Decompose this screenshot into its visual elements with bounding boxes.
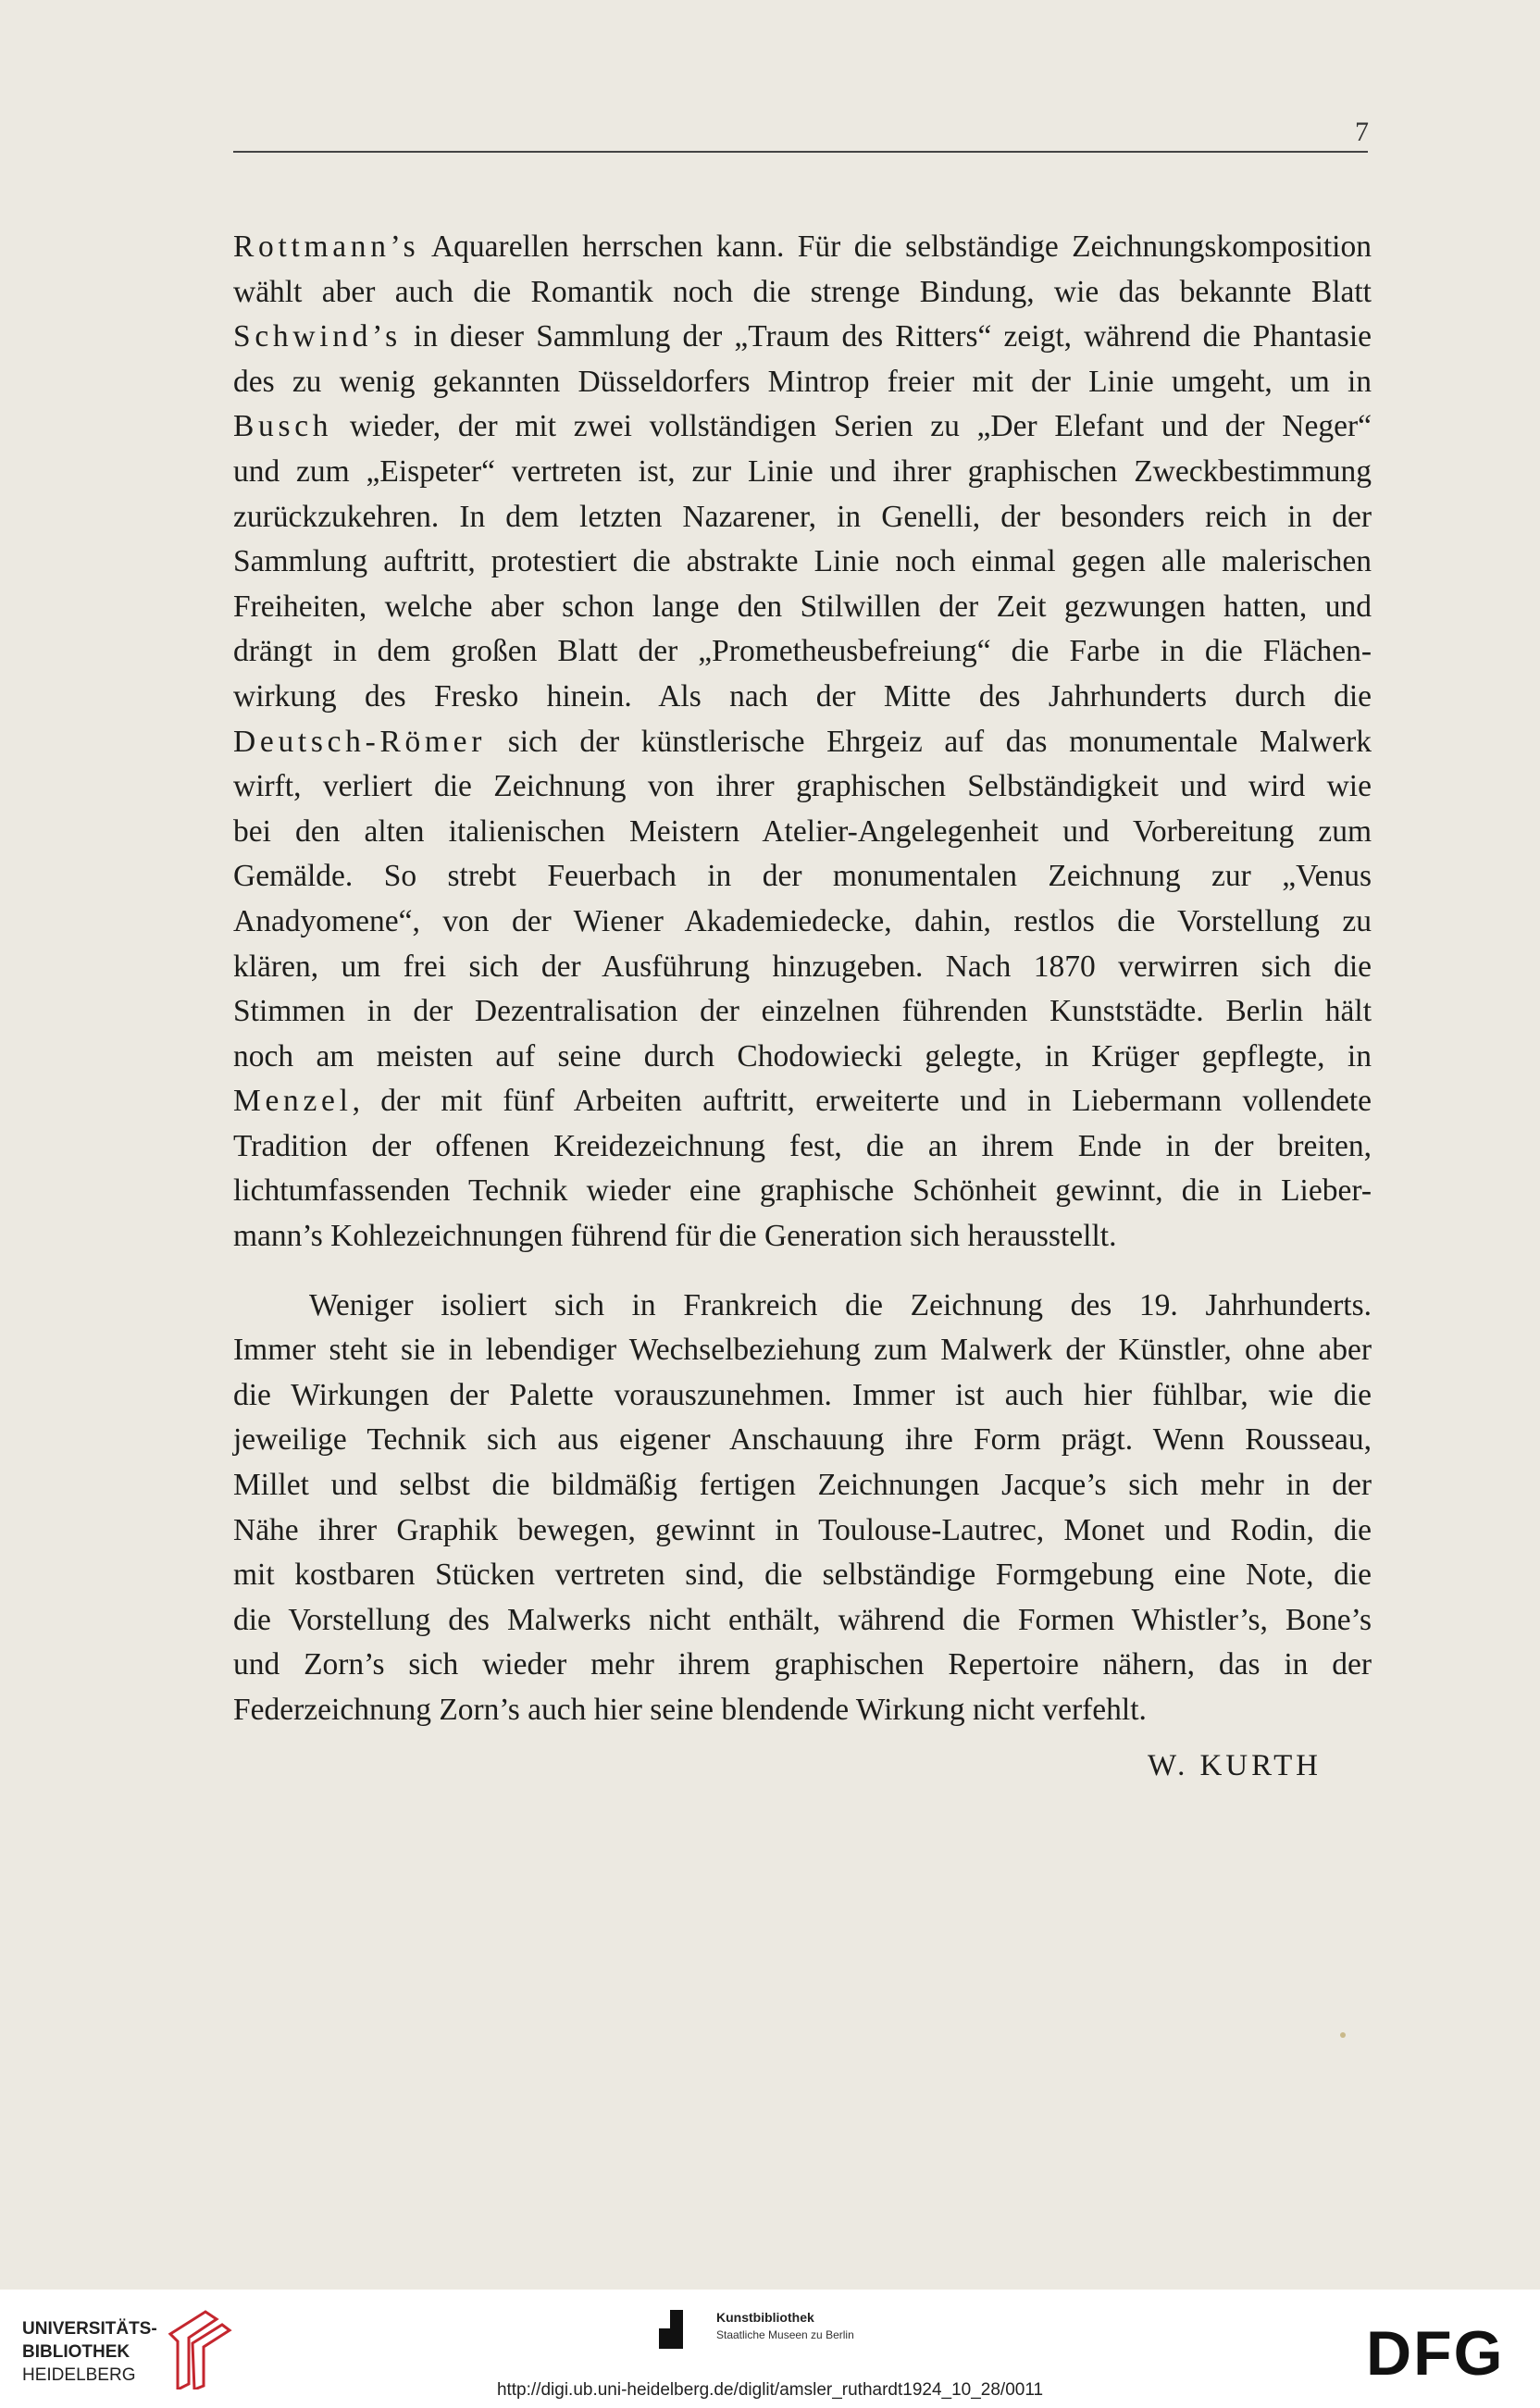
text-line (233, 675, 1372, 720)
line-text: wirkung des Fresko hinein. Als nach der Mitte des Jahrhunderts durch die (233, 678, 1372, 714)
line-text: Sammlung auftritt, protestiert die abstrakte Linie noch einmal gegen alle malerischen (233, 544, 1372, 579)
paper-spot (1340, 2032, 1346, 2038)
text-line (233, 945, 1372, 990)
line-text: noch am meisten auf seine durch Chodowiecki gelegte, in Krüger gepflegte, in (233, 1038, 1372, 1074)
line-text: wieder, der mit zwei vollständigen Serien zu „Der Elefant und der Neger“ (332, 409, 1372, 444)
line-text: lichtumfassenden Technik wieder eine graphische Schönheit gewinnt, die in Lieber- (233, 1173, 1372, 1209)
line-text: wirft, verliert die Zeichnung von ihrer graphischen Selbständigkeit und wird wie (233, 769, 1372, 804)
text-line (233, 1169, 1372, 1214)
line-text: Anadyomene“, von der Wiener Akademiedecke, dahin, restlos die Vorstellung zu (233, 903, 1372, 938)
line-text: Gemälde. So strebt Feuerbach in der monumentalen Zeichnung zur „Venus (233, 859, 1372, 894)
line-text: sich der künstlerische Ehrgeiz auf das monumentale Malwerk (486, 724, 1372, 759)
paragraph-gap (233, 1260, 1372, 1284)
text-line: Nähe ihrer Graphik bewegen, gewinnt in Toulouse-Lautrec, Monet und Rodin, die (233, 1512, 1372, 1547)
text-line (233, 1079, 1372, 1124)
text-line (233, 810, 1372, 855)
text-line: Millet und selbst die bildmäßig fertigen Zeichnungen Jacque’s sich mehr in der (233, 1468, 1372, 1503)
text-line (233, 540, 1372, 585)
line-text: und zum „Eispeter“ vertreten ist, zur Linie und ihrer graphischen Zweckbestimmung (233, 453, 1372, 489)
text-line: Immer steht sie in lebendiger Wechselbeziehung zum Malwerk der Künstler, ohne aber (233, 1333, 1372, 1368)
text-line (233, 1124, 1372, 1170)
text-line (233, 720, 1372, 765)
header-rule (233, 151, 1368, 153)
kunstbibliothek-logo[interactable] (657, 2306, 879, 2362)
line-text: des zu wenig gekannten Düsseldorfers Mintrop freier mit der Linie umgeht, um in (233, 364, 1372, 399)
line-text: drängt in dem großen Blatt der „Prometheusbefreiung“ die Farbe in die Flächen- (233, 634, 1372, 669)
spaced-name: Rottmann’s (233, 230, 420, 264)
spaced-name: Busch (233, 409, 333, 444)
line-text: in dieser Sammlung der „Traum des Ritters“ zeigt, während die Phantasie (401, 319, 1372, 354)
text-line (233, 854, 1372, 900)
text-line: die Vorstellung des Malwerks nicht enthält, während die Formen Whistler’s, Bone’s (233, 1602, 1372, 1637)
line-text: klären, um frei sich der Ausführung hinzugeben. Nach 1870 verwirren sich die (233, 949, 1372, 984)
text-line (233, 404, 1372, 450)
page-number: 7 (1355, 117, 1369, 147)
library-emblem-icon (161, 2306, 235, 2389)
text-line (233, 585, 1372, 630)
text-line (233, 900, 1372, 945)
library-line-3: HEIDELBERG (22, 2365, 136, 2385)
spaced-name: Deutsch-Römer (233, 724, 487, 759)
kunstbibliothek-name: Kunstbibliothek (716, 2310, 814, 2325)
text-line: und Zorn’s sich wieder mehr ihrem graphischen Repertoire nähern, das in der (233, 1647, 1372, 1682)
text-line (233, 270, 1372, 316)
kunstbibliothek-subtitle: Staatliche Museen zu Berlin (716, 2328, 854, 2341)
text-line: mit kostbaren Stücken vertreten sind, die selbständige Formgebung eine Note, die (233, 1558, 1372, 1593)
text-line: jeweilige Technik sich aus eigener Anschauung ihre Form prägt. Wenn Rousseau, (233, 1422, 1372, 1458)
line-text: zurückzukehren. In dem letzten Nazarener, in Genelli, der besonders reich in der (233, 499, 1372, 534)
footer-bar (0, 2290, 1540, 2408)
permalink-url[interactable]: http://digi.ub.uni-heidelberg.de/diglit/amsler_ruthardt1924_10_28/0011 (496, 2380, 1044, 2400)
text-line (233, 764, 1372, 810)
text-line: Federzeichnung Zorn’s auch hier seine blendende Wirkung nicht verfehlt. (233, 1693, 1147, 1727)
text-line (233, 225, 1372, 270)
line-text: Aquarellen herrschen kann. Für die selbständige Zeichnungskomposition (419, 230, 1372, 264)
line-text: bei den alten italienischen Meistern Atelier-Angelegenheit und Vorbereitung zum (233, 813, 1372, 849)
text-line (233, 1035, 1372, 1080)
text-line (233, 495, 1372, 540)
article-text (233, 225, 1372, 1733)
university-library-name (22, 2317, 157, 2387)
line-text: , der mit fünf Arbeiten auftritt, erweiterte und in Liebermann vollendete (352, 1084, 1372, 1119)
text-line (233, 989, 1372, 1035)
text-line (233, 629, 1372, 675)
line-text: mann’s Kohlezeichnungen führend für die Generation sich herausstellt. (233, 1219, 1117, 1254)
text-line (233, 450, 1372, 495)
line-text: wählt aber auch die Romantik noch die strenge Bindung, wie das bekannte Blatt (233, 274, 1372, 309)
text-line (233, 315, 1372, 360)
text-line (233, 1214, 1372, 1260)
dfg-logo[interactable]: DFG (1366, 2318, 1505, 2389)
text-line (233, 360, 1372, 405)
line-text: Freiheiten, welche aber schon lange den Stilwillen der Zeit gezwungen hatten, und (233, 589, 1372, 624)
author-signature: W. KURTH (1148, 1749, 1322, 1782)
kunstbibliothek-icon (657, 2308, 685, 2351)
text-line: Weniger isoliert sich in Frankreich die Zeichnung des 19. Jahrhunderts. (309, 1287, 1372, 1322)
line-text: Stimmen in der Dezentralisation der einzelnen führenden Kunststädte. Berlin hält (233, 994, 1372, 1029)
library-line-2: BIBLIOTHEK (22, 2342, 130, 2362)
spaced-name: Menzel (233, 1084, 353, 1119)
library-line-1: UNIVERSITÄTS- (22, 2319, 157, 2339)
line-text: Tradition der offenen Kreidezeichnung fest, die an ihrem Ende in der breiten, (233, 1128, 1372, 1163)
text-line: die Wirkungen der Palette vorauszunehmen. Immer ist auch hier fühlbar, wie die (233, 1377, 1372, 1412)
spaced-name: Schwind’s (233, 319, 402, 354)
